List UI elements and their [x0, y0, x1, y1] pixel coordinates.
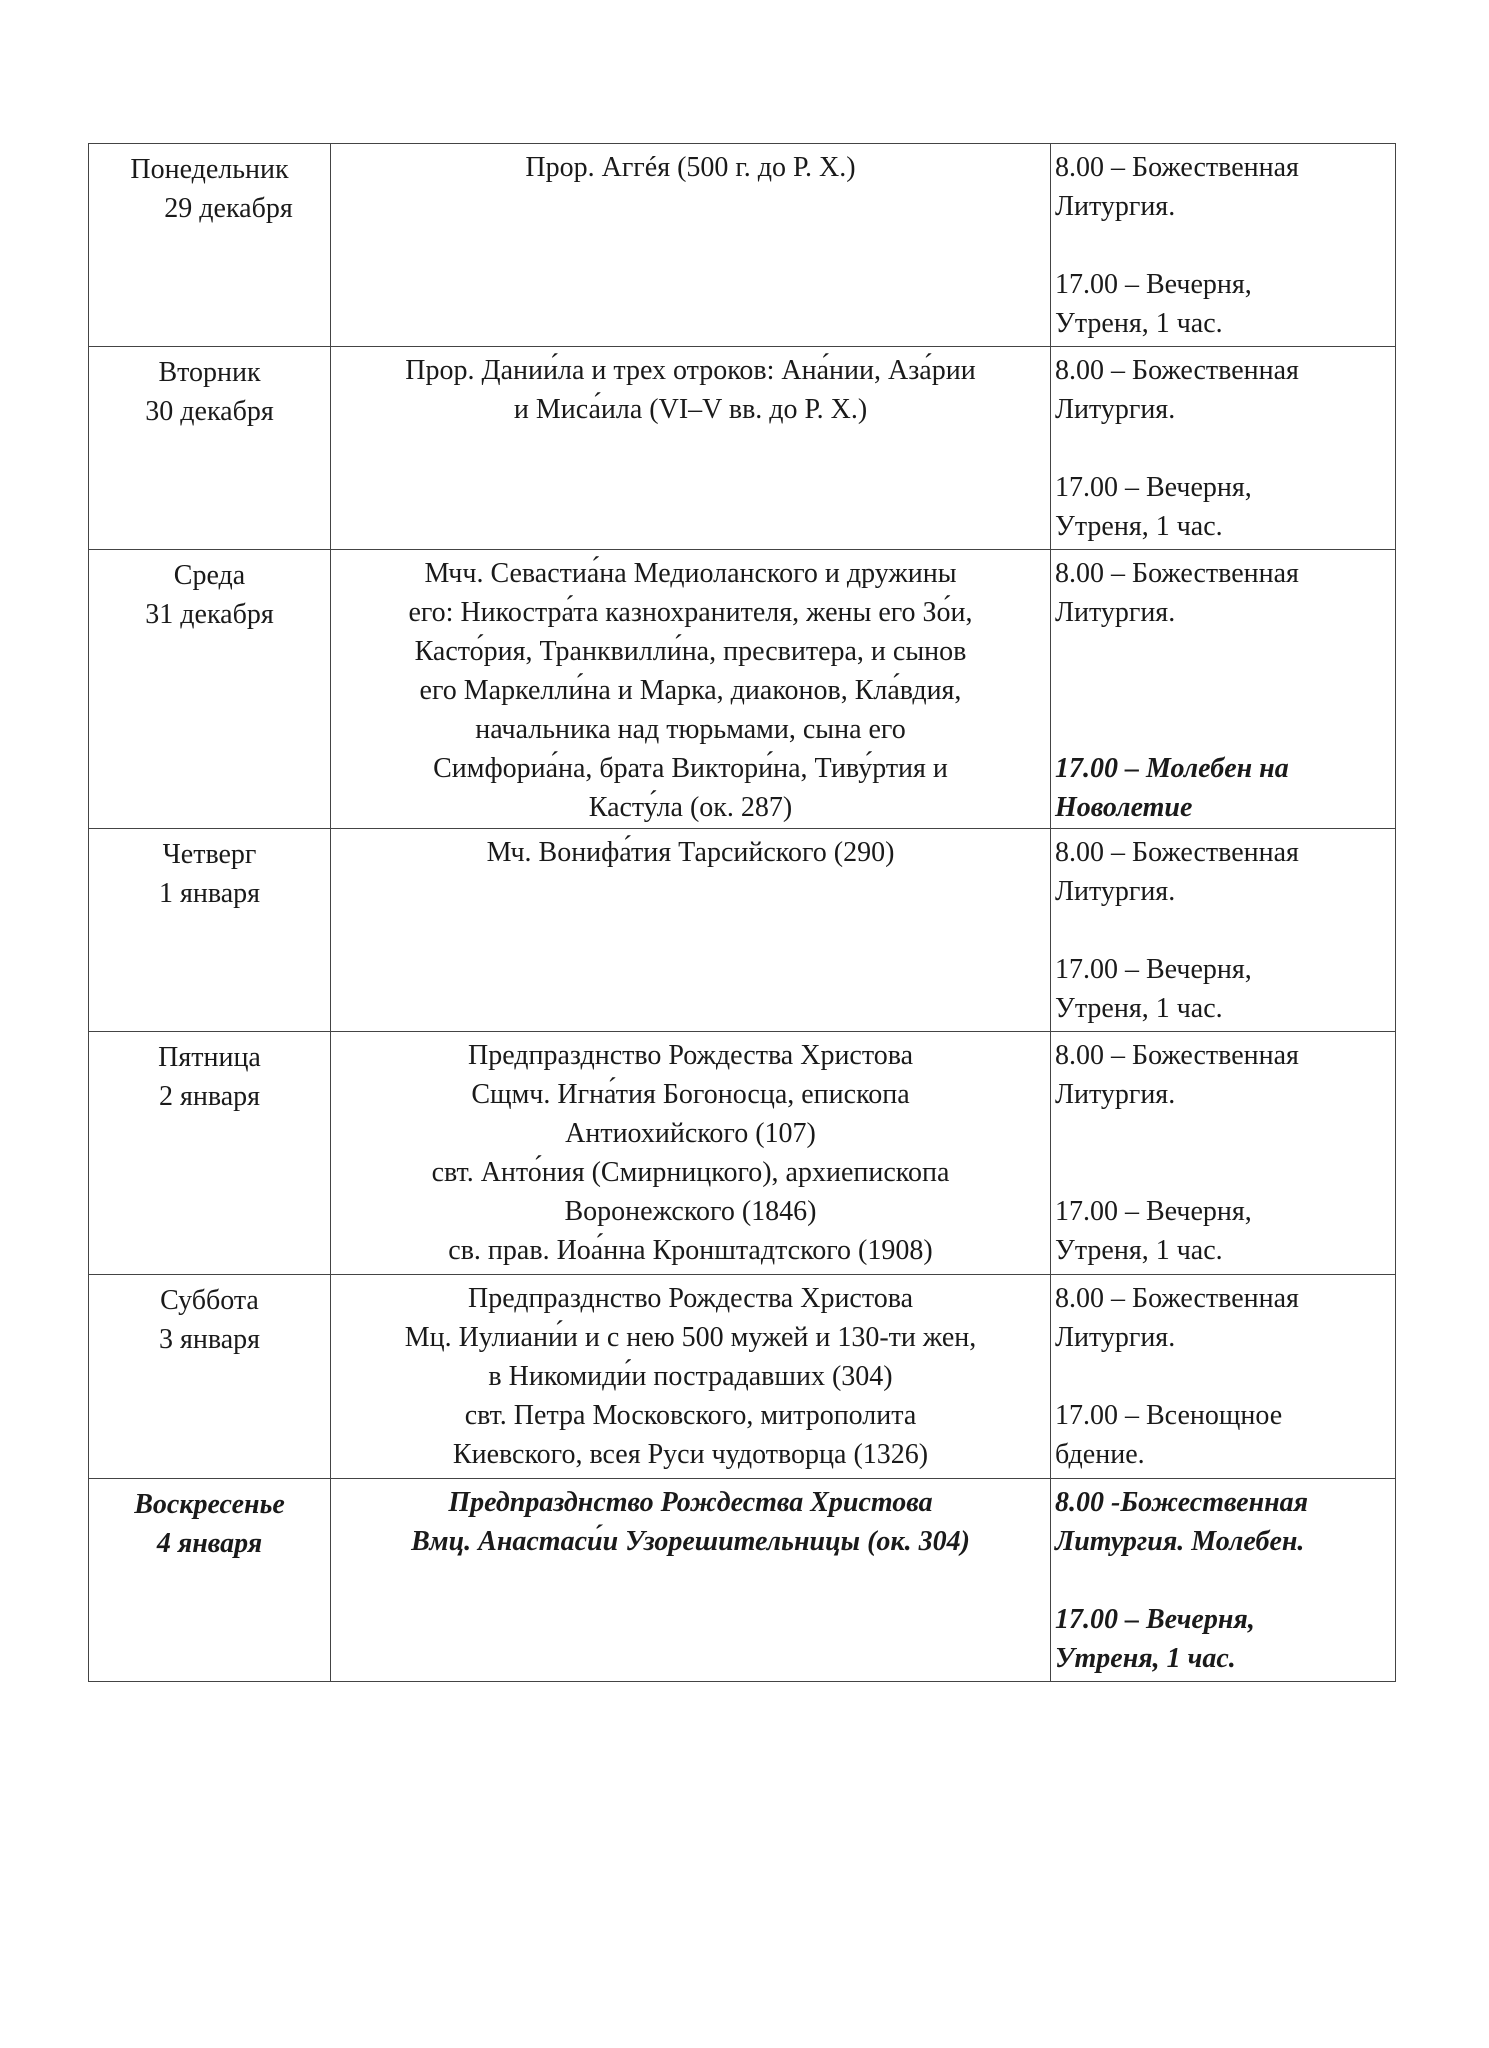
service-line: Литургия.	[1055, 597, 1176, 628]
weekday: Пятница	[158, 1042, 261, 1073]
table-row-sunday	[89, 1479, 1396, 1682]
service-line: 8.00 – Божественная	[1055, 1283, 1299, 1314]
table-row	[89, 829, 1396, 1032]
weekday: Суббота	[160, 1285, 259, 1316]
service-line: Утреня, 1 час.	[1055, 993, 1223, 1024]
day-cell	[89, 550, 331, 829]
date: 29 декабря	[164, 193, 293, 224]
service-line: Литургия.	[1055, 394, 1176, 425]
service-line: 8.00 – Божественная	[1055, 837, 1299, 868]
saint-line: его: Никостра́та казнохранителя, жены его Зо́и,	[408, 597, 973, 628]
service-line: 8.00 – Божественная	[1055, 1040, 1299, 1071]
service-line: 17.00 – Всенощное	[1055, 1400, 1283, 1431]
day-cell	[89, 347, 331, 550]
saint-line: Предпразднство Рождества Христова	[467, 1283, 914, 1314]
weekday: Четверг	[162, 839, 257, 870]
date: 3 января	[158, 1324, 261, 1355]
saint-line: свт. Анто́ния (Смирницкого), архиепископа	[431, 1157, 950, 1188]
saint-line: Предпразднство Рождества Христова	[467, 1040, 914, 1071]
services-cell	[1051, 144, 1396, 347]
services-cell	[1051, 550, 1396, 829]
service-line: Литургия.	[1055, 876, 1176, 907]
saint-line: Мц. Иулиани́и и с нею 500 мужей и 130-ти жен,	[404, 1322, 977, 1353]
saints-cell	[331, 347, 1051, 550]
saint-line: Предпразднство Рождества Христова	[448, 1487, 933, 1518]
table-row	[89, 144, 1396, 347]
service-line: 17.00 – Вечерня,	[1055, 954, 1252, 985]
service-line: Литургия.	[1055, 1079, 1176, 1110]
day-cell	[89, 829, 331, 1032]
saint-line: в Никомиди́и пострадавших (304)	[488, 1361, 893, 1392]
date: 30 декабря	[145, 396, 274, 427]
saint-line: Касто́рия, Транквилли́на, пресвитера, и сынов	[414, 636, 967, 667]
saint-line: Мч. Вонифа́тия Тарсийского (290)	[486, 837, 895, 868]
saint-line: и Миса́ила (VI–V вв. до Р. Х.)	[513, 394, 868, 425]
service-line-highlighted: 17.00 – Молебен на	[1055, 753, 1289, 784]
table-row	[89, 1275, 1396, 1479]
table-row	[89, 550, 1396, 829]
service-line: 8.00 -Божественная	[1055, 1487, 1309, 1518]
saints-cell	[331, 144, 1051, 347]
day-cell	[89, 144, 331, 347]
saint-line: Воронежского (1846)	[564, 1196, 817, 1227]
saint-line: Антиохийского (107)	[565, 1118, 816, 1149]
service-line: Литургия. Молебен.	[1055, 1526, 1305, 1557]
service-line: Литургия.	[1055, 1322, 1176, 1353]
saints-cell	[331, 550, 1051, 829]
weekday: Воскресенье	[134, 1489, 285, 1520]
schedule-table	[88, 143, 1396, 1682]
date: 1 января	[158, 878, 261, 909]
saints-cell	[331, 829, 1051, 1032]
service-line: 8.00 – Божественная	[1055, 355, 1299, 386]
saint-line: свт. Петра Московского, митрополита	[464, 1400, 917, 1431]
saints-cell	[331, 1275, 1051, 1479]
date: 31 декабря	[145, 599, 274, 630]
saints-cell	[331, 1479, 1051, 1682]
saint-line: Сщмч. Игна́тия Богоносца, епископа	[471, 1079, 910, 1110]
table-row	[89, 347, 1396, 550]
saint-line: Киевского, всея Руси чудотворца (1326)	[452, 1439, 929, 1470]
saint-line: Мчч. Севастиа́на Медиоланского и дружины	[424, 558, 957, 589]
saint-line: Прор. Аггéя (500 г. до Р. Х.)	[525, 152, 856, 183]
day-cell	[89, 1032, 331, 1275]
service-line: Утреня, 1 час.	[1055, 1643, 1236, 1674]
service-line: 17.00 – Вечерня,	[1055, 472, 1252, 503]
saint-line: Симфориа́на, брата Виктори́на, Тиву́ртия и	[433, 753, 948, 784]
service-line-highlighted: Новолетие	[1055, 792, 1193, 823]
weekday: Среда	[173, 560, 246, 591]
weekday: Вторник	[158, 357, 261, 388]
service-line: 17.00 – Вечерня,	[1055, 1604, 1255, 1635]
service-line: 17.00 – Вечерня,	[1055, 269, 1252, 300]
saint-line: Касту́ла (ок. 287)	[588, 792, 793, 823]
service-line: 17.00 – Вечерня,	[1055, 1196, 1252, 1227]
service-line: 8.00 – Божественная	[1055, 558, 1299, 589]
saint-line: его Маркелли́на и Марка, диаконов, Кла́вдия,	[419, 675, 962, 706]
services-cell	[1051, 829, 1396, 1032]
date: 4 января	[156, 1528, 263, 1559]
services-cell	[1051, 1275, 1396, 1479]
table-row	[89, 1032, 1396, 1275]
day-cell	[89, 1275, 331, 1479]
service-line: Утреня, 1 час.	[1055, 511, 1223, 542]
service-line: бдение.	[1055, 1439, 1145, 1470]
service-line: 8.00 – Божественная	[1055, 152, 1299, 183]
services-cell	[1051, 1479, 1396, 1682]
weekday: Понедельник	[130, 154, 289, 185]
service-line: Литургия.	[1055, 191, 1176, 222]
saint-line: начальника над тюрьмами, сына его	[475, 714, 906, 745]
service-line: Утреня, 1 час.	[1055, 308, 1223, 339]
saints-cell	[331, 1032, 1051, 1275]
services-cell	[1051, 1032, 1396, 1275]
service-line: Утреня, 1 час.	[1055, 1235, 1223, 1266]
saint-line: Прор. Дании́ла и трех отроков: Ана́нии, Аза́рии	[405, 355, 976, 386]
saint-line: св. прав. Иоа́нна Кронштадтского (1908)	[448, 1235, 933, 1266]
date: 2 января	[158, 1081, 261, 1112]
saint-line: Вмц. Анастаси́и Узорешительницы (ок. 304)	[411, 1526, 970, 1557]
day-cell	[89, 1479, 331, 1682]
services-cell	[1051, 347, 1396, 550]
